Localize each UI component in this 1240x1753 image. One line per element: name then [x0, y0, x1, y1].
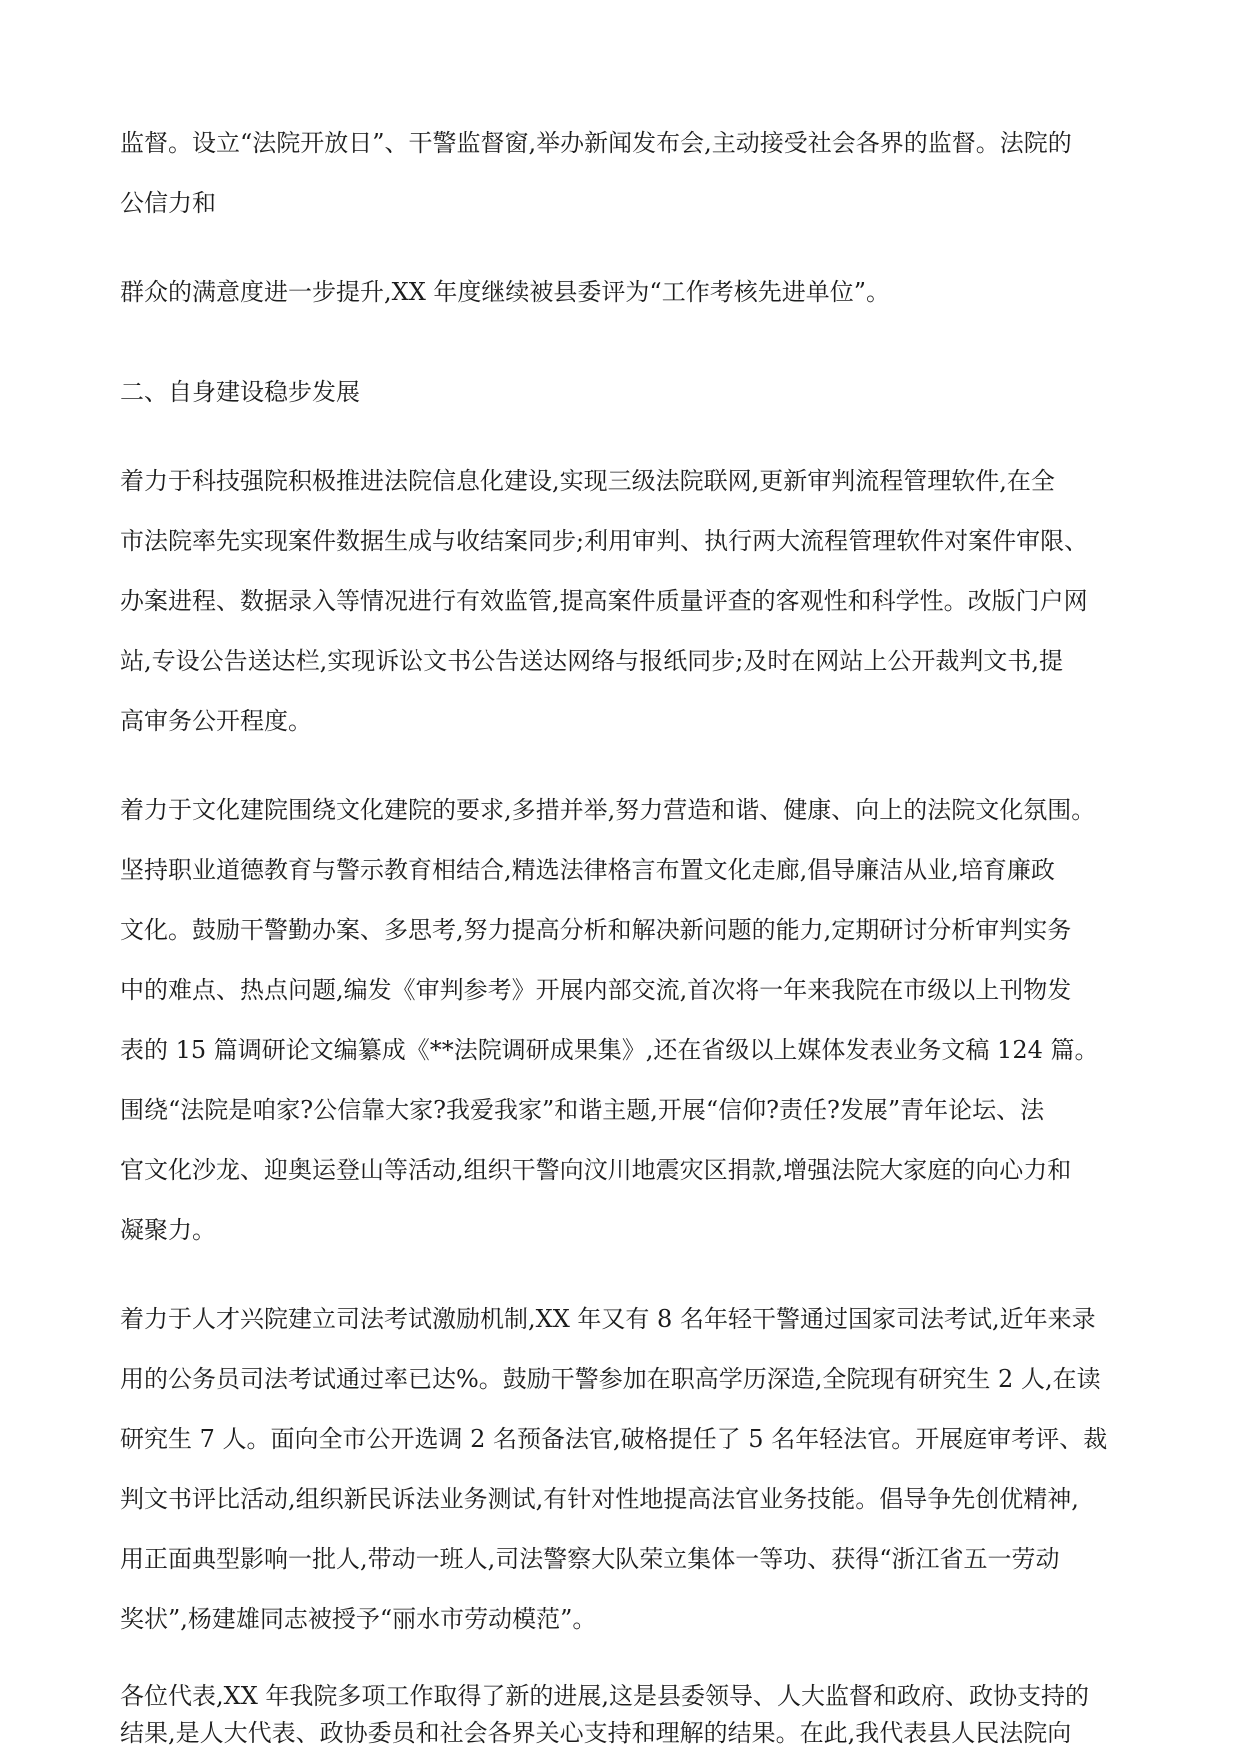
- paragraph-line: 文化。鼓励干警勤办案、多思考,努力提高分析和解决新问题的能力,定期研讨分析审判实务: [120, 916, 1072, 944]
- paragraph-line: 用正面典型影响一批人,带动一班人,司法警察大队荣立集体一等功、获得“浙江省五一劳动: [120, 1545, 1060, 1573]
- paragraph-line: 坚持职业道德教育与警示教育相结合,精选法律格言布置文化走廊,倡导廉洁从业,培育廉政: [120, 856, 1055, 884]
- section-heading: 二、自身建设稳步发展: [120, 378, 360, 406]
- paragraph-line: 公信力和: [120, 189, 216, 217]
- paragraph-line: 研究生 7 人。面向全市公开选调 2 名预备法官,破格提任了 5 名年轻法官。开展庭审考评、裁: [120, 1425, 1108, 1453]
- paragraph-line: 着力于人才兴院建立司法考试激励机制,XX 年又有 8 名年轻干警通过国家司法考试,近年来录: [120, 1305, 1096, 1333]
- paragraph-line: 中的难点、热点问题,编发《审判参考》开展内部交流,首次将一年来我院在市级以上刊物发: [120, 976, 1072, 1004]
- paragraph-line: 办案进程、数据录入等情况进行有效监管,提高案件质量评查的客观性和科学性。改版门户网: [120, 587, 1088, 615]
- paragraph-line: 凝聚力。: [120, 1216, 216, 1244]
- paragraph-line: 结果,是人大代表、政协委员和社会各界关心支持和理解的结果。在此,我代表县人民法院向: [120, 1719, 1072, 1747]
- paragraph-line: 官文化沙龙、迎奥运登山等活动,组织干警向汶川地震灾区捐款,增强法院大家庭的向心力和: [120, 1156, 1072, 1184]
- paragraph-line: 用的公务员司法考试通过率已达%。鼓励干警参加在职高学历深造,全院现有研究生 2 人,在读: [120, 1365, 1101, 1393]
- paragraph-line: 站,专设公告送达栏,实现诉讼文书公告送达网络与报纸同步;及时在网站上公开裁判文书,提: [120, 647, 1063, 675]
- paragraph-line: 表的 15 篇调研论文编纂成《**法院调研成果集》,还在省级以上媒体发表业务文稿 124 篇。: [120, 1036, 1099, 1064]
- paragraph-line: 着力于文化建院围绕文化建院的要求,多措并举,努力营造和谐、健康、向上的法院文化氛围。: [120, 796, 1096, 824]
- paragraph-line: 市法院率先实现案件数据生成与收结案同步;利用审判、执行两大流程管理软件对案件审限、: [120, 527, 1089, 555]
- paragraph-line: 监督。设立“法院开放日”、干警监督窗,举办新闻发布会,主动接受社会各界的监督。法院的: [120, 129, 1072, 157]
- paragraph-line: 群众的满意度进一步提升,XX 年度继续被县委评为“工作考核先进单位”。: [120, 278, 890, 306]
- paragraph-line: 判文书评比活动,组织新民诉法业务测试,有针对性地提高法官业务技能。倡导争先创优精神,: [120, 1485, 1079, 1513]
- paragraph-line: 各位代表,XX 年我院多项工作取得了新的进展,这是县委领导、人大监督和政府、政协支持的: [120, 1682, 1090, 1710]
- paragraph-line: 奖状”,杨建雄同志被授予“丽水市劳动模范”。: [120, 1605, 597, 1633]
- paragraph-line: 高审务公开程度。: [120, 707, 312, 735]
- paragraph-line: 围绕“法院是咱家?公信靠大家?我爱我家”和谐主题,开展“信仰?责任?发展”青年论坛、法: [120, 1096, 1045, 1124]
- paragraph-line: 着力于科技强院积极推进法院信息化建设,实现三级法院联网,更新审判流程管理软件,在全: [120, 467, 1055, 495]
